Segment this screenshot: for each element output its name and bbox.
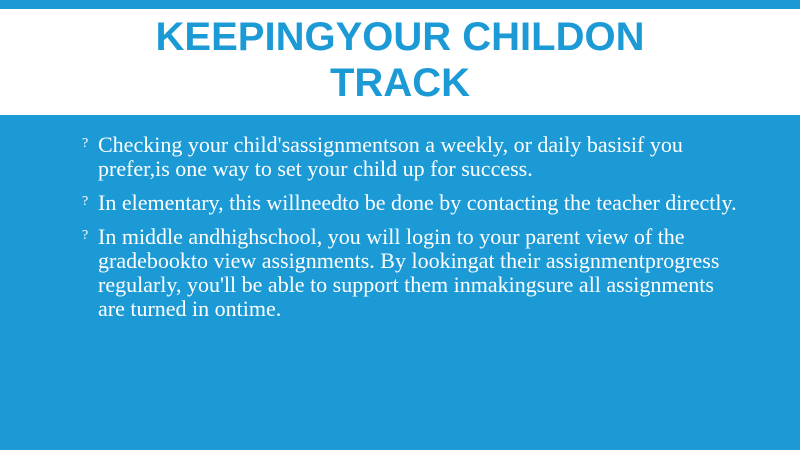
bullet-text: In middle andhighschool, you will login to your parent view of the gradebookto view assignments. By lookingat their assignmentprogress regularly, you'll be able to support them inmakingsure all assignments are turned in ontime. <box>98 224 720 321</box>
bullet-marker-icon: ? <box>82 194 89 209</box>
bullet-text: Checking your child'sassignmentson a weekly, or daily basisif you prefer,is one way to set your child up for success. <box>98 132 683 181</box>
slide-title <box>0 14 800 106</box>
bullet-list <box>82 133 742 331</box>
bullet-item <box>82 225 742 321</box>
bullet-marker-icon: ? <box>82 136 89 151</box>
top-accent-strip <box>0 0 800 9</box>
bullet-item <box>82 133 742 181</box>
slide-title-line-1: KEEPINGYOUR CHILDON <box>155 15 645 59</box>
slide-title-line-2: TRACK <box>330 61 470 105</box>
bullet-item <box>82 191 742 215</box>
bullet-text: In elementary, this willneedto be done by contacting the teacher directly. <box>98 190 737 215</box>
bullet-marker-icon: ? <box>82 228 89 243</box>
